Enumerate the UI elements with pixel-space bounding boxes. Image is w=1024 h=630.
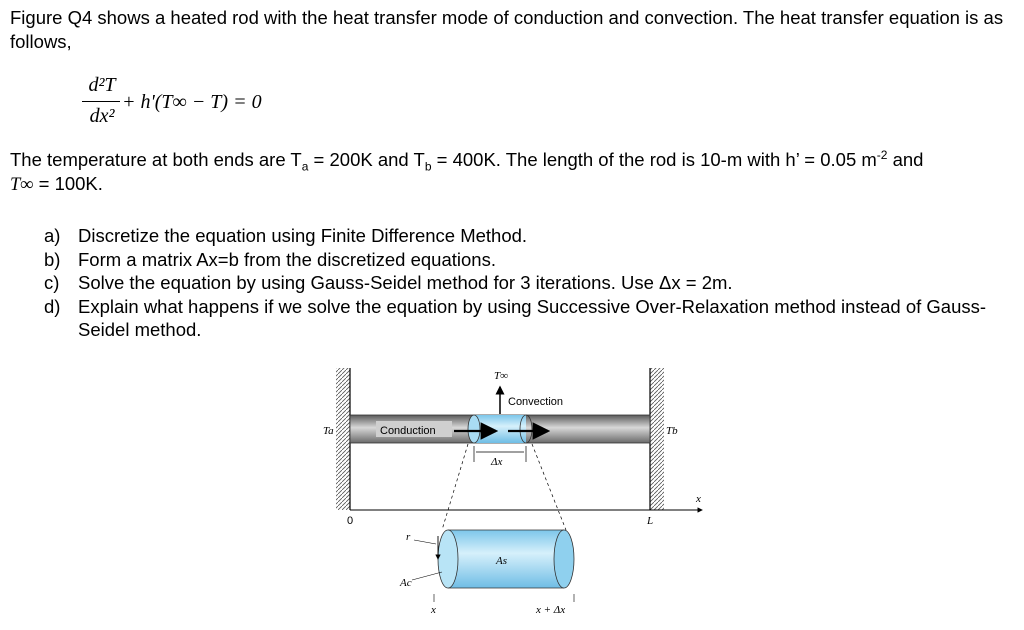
cross-section-area-label: Ac: [400, 577, 412, 589]
task-label: d): [44, 295, 61, 317]
projection-line-left: [442, 444, 468, 530]
t-infinity-symbol: T∞: [10, 175, 34, 195]
convection-label: Convection: [508, 396, 564, 408]
element-left-face: [468, 415, 480, 443]
rod-element: [474, 415, 526, 443]
task-label: c): [44, 272, 60, 293]
list-item: [44, 248, 1018, 272]
task-label: b): [44, 248, 61, 270]
subscript-a: a: [301, 159, 309, 174]
task-text: Form a matrix Ax=b from the discretized equations.: [78, 248, 496, 270]
surface-area-label: As: [496, 555, 507, 567]
exponent: -2: [876, 147, 888, 162]
x-axis-label: x: [696, 493, 701, 505]
conditions-text-3: = 400K. The length of the rod is 10-m with h’ = 0.05 m: [431, 149, 877, 170]
list-item: [44, 224, 1018, 248]
fraction-bar: [82, 101, 120, 102]
x-plus-dx-label: x + Δx: [536, 604, 566, 616]
conduction-label: Conduction: [380, 425, 436, 437]
length-label: L: [647, 515, 654, 527]
ta-label: Ta: [323, 425, 334, 437]
fraction-denominator: dx²: [89, 105, 115, 127]
tb-label: Tb: [666, 425, 678, 437]
heated-rod-figure: [310, 362, 720, 620]
subscript-b: b: [424, 159, 432, 174]
radius-label: r: [406, 531, 411, 543]
right-wall: [650, 368, 664, 510]
task-text: Explain what happens if we solve the equation by using Successive Over-Relaxation method instead of Gauss-Seidel method.: [78, 295, 987, 340]
x-position-label: x: [431, 604, 436, 616]
projection-line-right: [532, 444, 566, 530]
fraction-numerator: d²T: [88, 74, 116, 96]
conditions-text-1: The temperature at both ends are T: [10, 149, 302, 170]
task-text: Discretize the equation using Finite Difference Method.: [78, 225, 528, 246]
conditions-paragraph: [10, 148, 1018, 197]
task-list: [44, 224, 1018, 342]
equation-rest: + h'(T∞ − T) = 0: [122, 91, 262, 113]
task-label: a): [44, 225, 61, 246]
origin-label: 0: [347, 515, 354, 527]
intro-paragraph: Figure Q4 shows a heated rod with the heat transfer mode of conduction and convection. The heat transfer equation is as follows,: [10, 7, 1004, 52]
dx-label: Δx: [491, 456, 503, 468]
task-text: Solve the equation by using Gauss-Seidel method for 3 iterations. Use Δx = 2m.: [78, 272, 733, 293]
ac-leader: [412, 572, 442, 580]
left-wall: [336, 368, 350, 510]
radius-leader: [414, 540, 436, 544]
t-infinity-label: T∞: [494, 370, 508, 382]
conditions-text-5: = 100K.: [33, 173, 103, 194]
list-item: [44, 295, 1018, 342]
cylinder-left-face: [438, 530, 458, 588]
list-item: [44, 271, 1018, 295]
conditions-text-2: = 200K and T: [308, 149, 425, 170]
cylinder-right-face: [554, 530, 574, 588]
conditions-text-4: and: [887, 149, 924, 170]
